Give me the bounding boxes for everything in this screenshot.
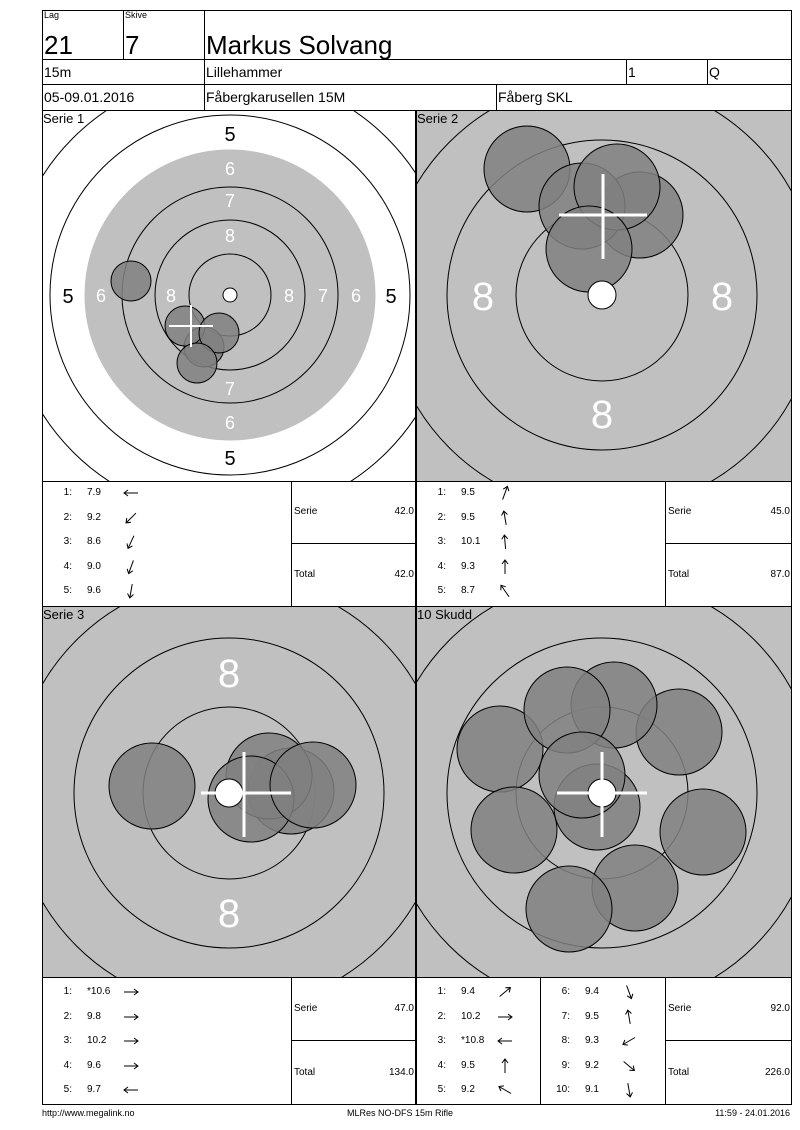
- serie-label: Serie: [668, 1003, 692, 1014]
- target-zoom: [417, 111, 792, 482]
- serie-score: 47.0: [394, 1003, 414, 1014]
- target-zoom: [417, 607, 792, 978]
- col1-value: 1: [628, 64, 636, 80]
- shot-hole: [539, 732, 625, 818]
- target-panel-serie-1: [42, 110, 416, 482]
- ring-label-7: 7: [317, 286, 329, 306]
- shot-value: 7.9: [87, 487, 101, 498]
- shot-value: 9.2: [585, 1059, 599, 1071]
- skive-cell: [123, 10, 205, 60]
- shot-number: 4:: [63, 560, 72, 572]
- shot-list-divider: [540, 977, 541, 1105]
- direction-arrow-icon: [496, 1009, 514, 1025]
- shot-hole: [546, 206, 632, 292]
- shot-number: 4:: [437, 1059, 446, 1071]
- shot-number: 1:: [437, 986, 446, 997]
- shot-number: 2:: [63, 511, 72, 523]
- shot-hole: [270, 742, 356, 828]
- direction-arrow-icon: [122, 559, 140, 575]
- ring-label-6: 6: [224, 159, 236, 179]
- direction-arrow-icon: [122, 1033, 140, 1049]
- shot-number: 4:: [437, 560, 446, 572]
- serie-score: 45.0: [770, 506, 790, 517]
- serie-label: Serie: [668, 506, 692, 517]
- target-panel-10-skudd: [416, 606, 792, 978]
- total-label: Total: [294, 1067, 316, 1078]
- lag-value: 21: [44, 30, 73, 60]
- shot-number: 5:: [63, 1084, 72, 1096]
- shot-value: 9.7: [87, 1084, 101, 1096]
- shot-number: 4:: [63, 1059, 72, 1071]
- shot-value: *10.8: [461, 1035, 485, 1047]
- shot-value: 9.2: [87, 511, 101, 523]
- shot-number: 3:: [63, 536, 72, 548]
- total-score: 42.0: [394, 569, 414, 580]
- ring-label-7: 7: [224, 191, 236, 211]
- place: Lillehammer: [206, 64, 283, 80]
- shot-number: 1:: [437, 487, 446, 498]
- shot-number: 5:: [437, 1084, 446, 1096]
- summary-10-skudd: [665, 977, 792, 1105]
- panel-title: Serie 2: [417, 111, 459, 126]
- panel-title: 10 Skudd: [417, 607, 472, 622]
- ring-label-8: 8: [224, 226, 236, 246]
- ring-label-6: 6: [350, 286, 362, 306]
- ring-label-8: 8: [283, 286, 295, 306]
- ring-label-7: 7: [224, 379, 236, 399]
- shot-hole: [471, 787, 557, 873]
- event: Fåbergkarusellen 15M: [206, 89, 346, 105]
- direction-arrow-icon: [122, 1009, 140, 1025]
- shot-value: 9.5: [461, 1059, 475, 1071]
- shot-value: 10.1: [461, 536, 481, 548]
- direction-arrow-icon: [122, 583, 140, 599]
- shot-number: 2:: [437, 511, 446, 523]
- col2-cell: [707, 59, 792, 85]
- lag-label: Lag: [44, 10, 60, 20]
- bullseye: [588, 281, 616, 309]
- panel-title: Serie 3: [43, 607, 85, 622]
- lag-cell: [42, 10, 124, 60]
- direction-arrow-icon: [496, 1082, 514, 1098]
- panel-title: Serie 1: [43, 111, 85, 126]
- direction-arrow-icon: [496, 1033, 514, 1049]
- ring-label-5: 5: [385, 286, 397, 308]
- shot-number: 5:: [437, 585, 446, 597]
- shot-value: 9.5: [585, 1010, 599, 1022]
- shot-hole: [177, 343, 217, 383]
- ring-label-8: 8: [217, 652, 241, 696]
- target-panel-serie-3: [42, 606, 416, 978]
- shot-number: 7:: [561, 1010, 570, 1022]
- shot-value: 9.4: [461, 986, 475, 997]
- direction-arrow-icon: [496, 510, 514, 526]
- date: 05-09.01.2016: [44, 89, 135, 105]
- target-panel-serie-2: [416, 110, 792, 482]
- shot-number: 2:: [63, 1010, 72, 1022]
- direction-arrow-icon: [122, 1058, 140, 1074]
- shot-value: 9.3: [585, 1035, 599, 1047]
- shot-hole: [111, 261, 151, 301]
- ring-label-8: 8: [217, 892, 241, 936]
- col1-cell: [626, 59, 708, 85]
- total-label: Total: [668, 569, 690, 580]
- direction-arrow-icon: [122, 485, 140, 501]
- shot-number: 1:: [63, 487, 72, 498]
- ring-label-8: 8: [471, 275, 495, 319]
- target-full: [43, 111, 416, 482]
- direction-arrow-icon: [620, 1058, 638, 1074]
- shot-number: 10:: [556, 1084, 570, 1096]
- shot-value: 9.4: [585, 986, 599, 997]
- distance-cell: [42, 59, 205, 85]
- shot-number: 9:: [561, 1059, 570, 1071]
- target-zoom: [43, 607, 416, 978]
- ring-10: [223, 288, 237, 302]
- total-score: 134.0: [388, 1067, 414, 1078]
- club: Fåberg SKL: [498, 89, 573, 105]
- shot-value: 9.0: [87, 560, 101, 572]
- event-cell: [204, 84, 497, 111]
- serie-score: 92.0: [770, 1003, 790, 1014]
- shot-number: 6:: [561, 986, 570, 997]
- direction-arrow-icon: [122, 1082, 140, 1098]
- direction-arrow-icon: [620, 1009, 638, 1025]
- total-score: 87.0: [770, 569, 790, 580]
- direction-arrow-icon: [620, 1082, 638, 1098]
- name-cell: [204, 10, 792, 60]
- shot-value: 9.6: [87, 585, 101, 597]
- shooter-name: Markus Solvang: [206, 30, 393, 60]
- shot-value: 9.8: [87, 1010, 101, 1022]
- shot-hole: [526, 866, 612, 952]
- shot-number: 2:: [437, 1010, 446, 1022]
- footer-timestamp: 11:59 - 24.01.2016: [715, 1108, 790, 1118]
- direction-arrow-icon: [496, 984, 514, 1000]
- shot-value: 9.5: [461, 487, 475, 498]
- distance: 15m: [44, 64, 72, 80]
- ring-label-5: 5: [224, 124, 236, 146]
- summary-serie-3: [291, 977, 416, 1105]
- shot-value: 8.6: [87, 536, 101, 548]
- shot-number: 1:: [63, 986, 72, 997]
- col2-value: Q: [709, 64, 720, 80]
- direction-arrow-icon: [620, 984, 638, 1000]
- shot-value: *10.6: [87, 986, 111, 997]
- footer-url[interactable]: http://www.megalink.no: [42, 1108, 135, 1118]
- shot-hole: [109, 743, 195, 829]
- serie-label: Serie: [294, 1003, 318, 1014]
- shot-value: 9.5: [461, 511, 475, 523]
- direction-arrow-icon: [122, 510, 140, 526]
- shot-number: 8:: [561, 1035, 570, 1047]
- shot-value: 8.7: [461, 585, 475, 597]
- summary-serie-2: [665, 481, 792, 607]
- shot-value: 9.6: [87, 1059, 101, 1071]
- shot-value: 9.3: [461, 560, 475, 572]
- skive-value: 7: [125, 30, 140, 60]
- ring-label-8: 8: [165, 286, 177, 306]
- shot-number: 3:: [437, 1035, 446, 1047]
- skive-label: Skive: [125, 10, 148, 20]
- shot-value: 9.2: [461, 1084, 475, 1096]
- direction-arrow-icon: [122, 984, 140, 1000]
- serie-label: Serie: [294, 506, 318, 517]
- serie-score: 42.0: [394, 506, 414, 517]
- direction-arrow-icon: [496, 559, 514, 575]
- footer-software: MLRes NO-DFS 15m Rifle: [346, 1108, 454, 1118]
- ring-label-8: 8: [590, 393, 614, 437]
- shot-value: 9.1: [585, 1084, 599, 1096]
- ring-label-8: 8: [710, 275, 734, 319]
- ring-label-5: 5: [224, 448, 236, 470]
- direction-arrow-icon: [496, 1058, 514, 1074]
- summary-serie-1: [291, 481, 416, 607]
- shot-value: 10.2: [461, 1010, 481, 1022]
- total-score: 226.0: [764, 1067, 790, 1078]
- date-cell: [42, 84, 205, 111]
- place-cell: [204, 59, 627, 85]
- total-label: Total: [294, 569, 316, 580]
- shot-value: 10.2: [87, 1035, 107, 1047]
- direction-arrow-icon: [496, 583, 514, 599]
- direction-arrow-icon: [620, 1033, 638, 1049]
- shot-hole: [660, 789, 746, 875]
- club-cell: [496, 84, 792, 111]
- shot-number: 3:: [437, 536, 446, 548]
- direction-arrow-icon: [496, 534, 514, 550]
- total-label: Total: [668, 1067, 690, 1078]
- ring-label-6: 6: [224, 413, 236, 433]
- ring-label-5: 5: [62, 286, 74, 308]
- direction-arrow-icon: [496, 485, 514, 501]
- shot-number: 5:: [63, 585, 72, 597]
- direction-arrow-icon: [122, 534, 140, 550]
- shot-number: 3:: [63, 1035, 72, 1047]
- ring-label-6: 6: [95, 286, 107, 306]
